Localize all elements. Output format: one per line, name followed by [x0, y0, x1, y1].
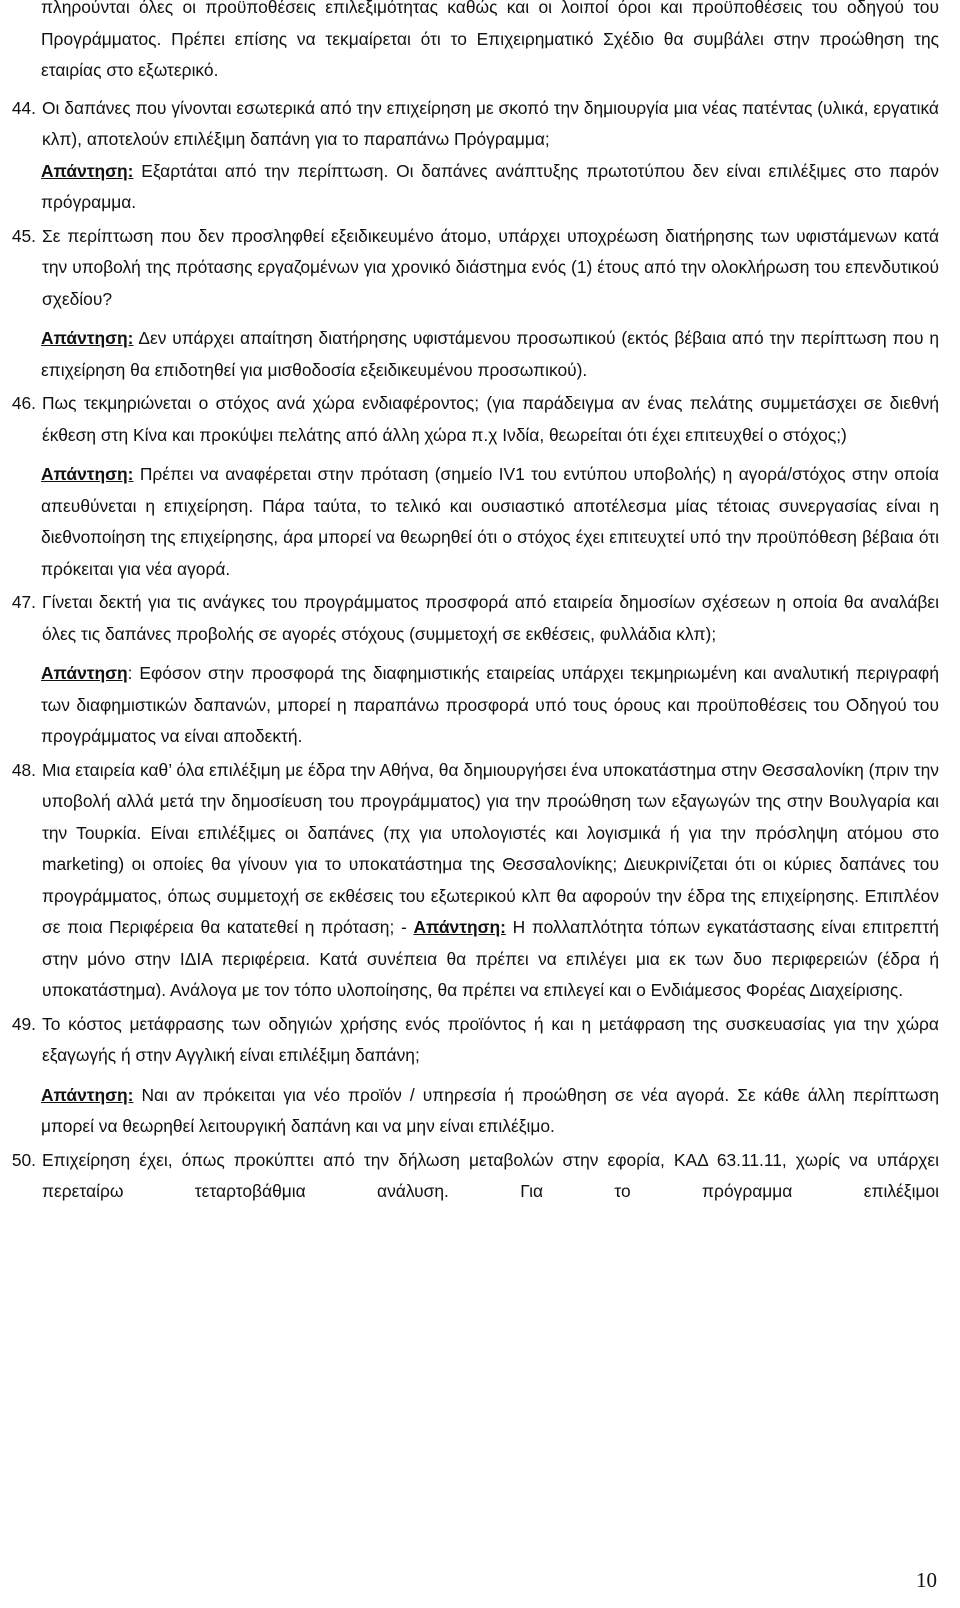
question-text: Σε περίπτωση που δεν προσληφθεί εξειδικευμένο άτομο, υπάρχει υποχρέωση διατήρησης των υφιστάμενων κατά την υποβολή της πρότασης εργαζομένων για χρονικό διάστημα ενός (1) έτους από την ολοκλήρωση του επενδυτικού σχεδίου?	[42, 225, 939, 309]
faq-item-47	[11, 587, 939, 753]
item-number: 44.	[11, 97, 36, 118]
answer-text: Η πολλαπλότητα τόπων εγκατάστασης είναι επιτρεπτή στην μόνο στην ΙΔΙΑ περιφέρεια. Κατά συνέπεια θα πρέπει να επιλέγει μια εκ των δυο περιφερειών (έδρα ή υποκατάστημα). Ανάλογα με τον τόπο υλοποίησης, θα πρέπει να επιλεγεί και ο Ενδιάμεσος Φορέας Διαχείρισης.	[42, 917, 939, 1000]
answer-text: : Εφόσον στην προσφορά της διαφημιστικής εταιρείας υπάρχει τεκμηριωμένη και αναλυτική περιγραφή των διαφημιστικών δαπανών, μπορεί η παραπάνω προσφορά υπό τους όρους και προϋποθέσεις του Οδηγού του προγράμματος να είναι αποδεκτή.	[41, 663, 939, 746]
item-number: 49.	[11, 1013, 36, 1034]
item-number: 47.	[11, 592, 36, 612]
question-text: Το κόστος μετάφρασης των οδηγιών χρήσης ενός προϊόντος ή και η μετάφραση της συσκευασίας για την χώρα εξαγωγής ή στην Αγγλική είναι επιλέξιμη δαπάνη;	[42, 1013, 939, 1065]
question-text: Γίνεται δεκτή για τις ανάγκες του προγράμματος προσφορά από εταιρεία δημοσίων σχέσεων η οποία θα αναλάβει όλες τις δαπάνες προβολής σε αγορές στόχους (συμμετοχή σε εκθέσεις, φυλλάδια κλπ);	[42, 592, 939, 644]
answer-label: Απάντηση:	[41, 464, 134, 484]
faq-item-48	[11, 755, 939, 1007]
answer-text: Δεν υπάρχει απαίτηση διατήρησης υφιστάμενου προσωπικού (εκτός βέβαια από την περίπτωση που η επιχείρηση θα επιδοτηθεί για μισθοδοσία εξειδικευμένου προσωπικού).	[41, 328, 939, 380]
question-text: Οι δαπάνες που γίνονται εσωτερικά από την επιχείρηση με σκοπό την δημιουργία μια νέας πατέντας (υλικά, εργατικά κλπ), αποτελούν επιλέξιμη δαπάνη για το παραπάνω Πρόγραμμα;	[42, 97, 939, 149]
faq-item-46	[11, 388, 939, 585]
answer-block	[41, 156, 939, 219]
answer-label: Απάντηση	[41, 663, 128, 683]
item-number: 48.	[11, 759, 36, 780]
question-text: Πως τεκμηριώνεται ο στόχος ανά χώρα ενδιαφέροντος; (για παράδειγμα αν ένας πελάτης συμμετάσχει σε διεθνή έκθεση στη Κίνα και προκύψει πελάτης από άλλη χώρα π.χ Ινδία, θεωρείται ότι έχει επιτευχθεί ο στόχος;)	[42, 393, 939, 445]
answer-label: Απάντηση:	[41, 328, 134, 348]
item-number: 46.	[11, 393, 36, 413]
faq-item-50	[11, 1145, 939, 1208]
answer-text: Ναι αν πρόκειται για νέο προϊόν / υπηρεσία ή προώθηση σε νέα αγορά. Σε κάθε άλλη περίπτωση μπορεί να θεωρηθεί λειτουργική δαπάνη και να μην είναι επιλέξιμο.	[41, 1084, 939, 1136]
page-number: 10	[916, 1568, 937, 1592]
question-text: Επιχείρηση έχει, όπως προκύπτει από την δήλωση μεταβολών στην εφορία, ΚΑΔ 63.11.11, χωρίς να υπάρχει περεταίρω τεταρτοβάθμια ανάλυση. Για το πρόγραμμα επιλέξιμοι	[42, 1149, 939, 1201]
answer-label: Απάντηση:	[413, 917, 506, 937]
item-number: 50.	[11, 1149, 36, 1170]
answer-text: Πρέπει να αναφέρεται στην πρόταση (σημείο IV1 του εντύπου υποβολής) η αγορά/στόχος στην οποία απευθύνεται η επιχείρηση. Πάρα ταύτα, το τελικό και ουσιαστικό αποτέλεσμα μίας τέτοιας συνεργασίας είναι η διεθνοποίηση της επιχείρησης, άρα μπορεί να θεωρηθεί ότι ο στόχος έχει επιτευχτεί υπό την προϋπόθεση βέβαια ότι πρόκειται για νέα αγορά.	[41, 464, 939, 579]
answer-block	[41, 658, 939, 753]
faq-item-49	[11, 1009, 939, 1143]
faq-item-44	[11, 93, 939, 219]
answer-block	[41, 1080, 939, 1143]
answer-label: Απάντηση:	[41, 160, 134, 181]
answer-block	[41, 459, 939, 585]
intro-paragraph: πληρούνται όλες οι προϋποθέσεις επιλεξιμότητας καθώς και οι λοιποί όροι και προϋποθέσεις του οδηγού του Προγράμματος. Πρέπει επίσης να τεκμαίρεται ότι το Επιχειρηματικό Σχέδιο θα συμβάλει στην προώθηση της εταιρίας στο εξωτερικό.	[41, 0, 939, 80]
answer-block	[41, 323, 939, 386]
document-body	[11, 0, 939, 1208]
faq-item-45	[11, 221, 939, 387]
item-number: 45.	[11, 225, 36, 246]
question-text: Μια εταιρεία καθ’ όλα επιλέξιμη με έδρα την Αθήνα, θα δημιουργήσει ένα υποκατάστημα στην Θεσσαλονίκη (πριν την υποβολή αλλά μετά την δημοσίευση του προγράμματος) για την προώθηση των εξαγωγών της στην Βουλγαρία και την Τουρκία. Είναι επιλέξιμες οι δαπάνες (πχ για υπολογιστές και λογισμικά ή για την πρόσληψη ατόμου στο marketing) οι οποίες θα γίνουν για το υποκατάστημα της Θεσσαλονίκης; Διευκρινίζεται ότι οι κύριες δαπάνες του προγράμματος, όπως συμμετοχή σε εκθέσεις του εξωτερικού κλπ θα αφορούν την έδρα της επιχείρησης. Επιπλέον σε ποια Περιφέρεια θα κατατεθεί η πρόταση; -	[42, 759, 939, 937]
answer-label: Απάντηση:	[41, 1084, 134, 1105]
answer-text: Εξαρτάται από την περίπτωση. Οι δαπάνες ανάπτυξης πρωτοτύπου δεν είναι επιλέξιμες στο παρόν πρόγραμμα.	[41, 160, 939, 212]
